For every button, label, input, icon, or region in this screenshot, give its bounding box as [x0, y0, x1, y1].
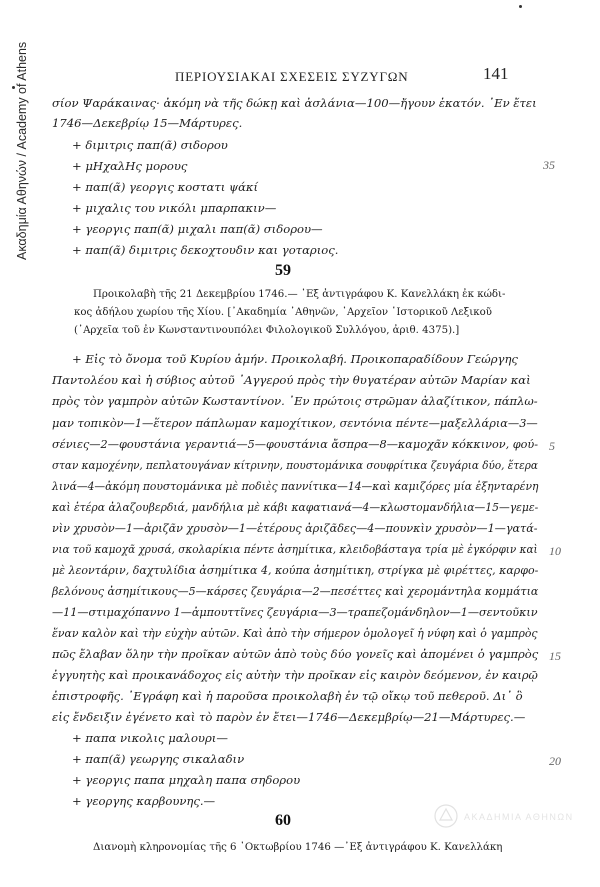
text-line: πῶς ἔλαβαν ὅλην τὴν προῖκαν αὐτῶν ἀπὸ τοὺς δύο γονεῖς καὶ ἀπομένει ὁ γαμπρὸς: [52, 647, 539, 661]
witness-line: + παπ(ᾶ) γεωργης σικαλαδιν: [72, 752, 245, 766]
text-line: + Εἰς τὸ ὄνομα τοῦ Κυρίου ἀμήν. Προικολαβή. Προικοπαραδίδουν Γεώργης: [72, 352, 518, 366]
margin-line-number: 10: [549, 544, 561, 558]
text-line: —11—στιμαχόπαννο 1—ἀμπουττῖνες ζευγάρια—3—τραπεζομάνδηλον—1—σεντοῦκιν: [52, 605, 538, 619]
text-line: πρὸς τὸν γαμπρὸν αὐτῶν Κωσταντίνον. ᾿Εν πρώτοις στρῶμαν ἀλαζίτικον, πάπλω-: [52, 394, 538, 408]
margin-line-number: 5: [549, 439, 555, 453]
witness-line: + διμιτρις παπ(ᾶ) σιδορου: [72, 138, 228, 152]
witness-line: + παπ(ᾶ) διμιτρις δεκοχτουδιν και γοταριος.: [72, 243, 339, 257]
text-line: σένιες—2—φουστάνια γεραντιά—5—φουστάνια ἄσπρα—8—καμοχᾶν κόκκινον, φού-: [52, 437, 539, 451]
text-line: νια τοῦ καμοχᾶ χρυσά, σκολαρίκια πέντε ἀσημίτικα, κλειδοβάσταγα τρία μὲ ἐγκόρφιν καὶ: [52, 542, 538, 556]
text-line: βελόνους ἀσημίτικους—5—κάρσες ζευγάρια—2—πεσέττες καὶ χερομάντηλα κομμάτια: [52, 584, 539, 598]
text-line: καὶ ἑτέρα ἀλαζουβερδιά, μανδήλια μὲ κάβι καφατιανά—4—κλωστομανδήλια—15—γεμε-: [52, 500, 539, 514]
section-intro-line: (᾿Αρχεῖα τοῦ ἐν Κωνσταντινουπόλει Φιλολογικοῦ Συλλόγου, ἀριθ. 4375).]: [74, 325, 460, 336]
scan-speck: [519, 5, 522, 8]
text-line: ἕναν καλὸν καὶ τὴν εὐχὴν αὐτῶν. Καὶ ἀπὸ τὴν σήμερον ὁμολογεῖ ἡ νύφη καὶ ὁ γαμπρὸς: [52, 626, 538, 640]
academy-watermark-text: ΑΚΑΔΗΜΙΑ ΑΘΗΝΩΝ: [464, 812, 574, 822]
academy-watermark: [432, 802, 582, 830]
witness-line: + παπα νικολις μαλουρι—: [72, 731, 228, 745]
section-intro-line: Διανομὴ κληρονομίας τῆς 6 ᾿Οκτωβρίου 1746 —᾿Εξ ἀντιγράφου Κ. Κανελλάκη: [93, 842, 503, 853]
margin-line-number: 20: [549, 754, 561, 768]
archive-credit-text: Ακαδημία Αθηνών / Academy of Athens: [15, 41, 29, 260]
witness-line: + γεοργης καρβουνης.—: [72, 794, 216, 808]
section-intro-line: Προικολαβὴ τῆς 21 Δεκεμβρίου 1746.— ᾿Εξ ἀντιγράφου Κ. Κανελλάκη ἐκ κώδι-: [93, 289, 506, 300]
running-header-title: ΠΕΡΙΟΥΣΙΑΚΑΙ ΣΧΕΣΕΙΣ ΣΥΖΥΓΩΝ: [175, 69, 409, 84]
section-intro-line: κος ἀδήλου χωρίου τῆς Χίου. [᾿Ακαδημία ᾿Αθηνῶν, ᾿Αρχεῖον ῾Ιστορικοῦ Λεξικοῦ: [74, 307, 492, 318]
text-line: λινά—4—ἀκόμη πουστομάνικα μὲ ποδιὲς παννίτικα—14—καὶ καμιζόρες μία ἐξηνταρένη: [52, 479, 539, 493]
witness-line: + μιχαλις του νικόλι μπαρπακιν—: [72, 201, 277, 215]
text-line: μαν τοπικὸν—1—ἕτερον πάπλωμαν καμοχίτικον, σεντόνια πέντε—μαξελλάρια—3—: [52, 416, 538, 430]
text-line: μὲ λεοντάριν, δαχτυλίδια ἀσημίτικα 4, κούπα ἀσημίτικη, στρίγκα μὲ φιρέττες, καρφο-: [52, 563, 539, 577]
witness-line: + μΗχαλΗς μορους: [72, 159, 188, 173]
archive-credit-sidebar: [10, 41, 34, 260]
text-line: σταν καμοχένην, πεπλατουγάναν κίτρινην, πουστομάνικα σουφρίτικα ζευγάρια δύο, ἕτερα: [52, 458, 538, 472]
witness-line: + παπ(ᾶ) γεοργις κοστατι ψάκί: [72, 180, 259, 194]
witness-line: + γεοργις παπα μηχαλη παπα σηδορου: [72, 773, 301, 787]
section-number: 60: [275, 812, 291, 829]
text-line: 1746—Δεκεβρίῳ 15—Μάρτυρες.: [52, 116, 243, 130]
text-line: ἐπιστροφῆς. ᾿Εγράφη καὶ ἡ παροῦσα προικολαβὴ ἐν τῷ οἴκῳ τοῦ πεθεροῦ. Δι᾿ ὃ: [52, 689, 523, 703]
margin-line-number: 35: [543, 158, 555, 172]
margin-line-number: 15: [549, 649, 561, 663]
text-line: σίον Ψαράκαινας· ἀκόμη νὰ τῆς δώκῃ καὶ ἀσλάνια—100—ἤγουν ἑκατόν. ᾿Εν ἔτει: [52, 96, 537, 110]
text-line: ἐγγυητὴς καὶ προικανάδοχος εἰς αὐτὴν τὴν προῖκαν εἰς καιρὸν δεόμενον, ἐν καιρῷ: [52, 668, 538, 682]
witness-line: + γεοργις παπ(ᾶ) μιχαλι παπ(ᾶ) σιδορου—: [72, 222, 323, 236]
text-line: εἰς ἔνδειξιν ἐγένετο καὶ τὸ παρὸν ἐν ἔτει—1746—Δεκεμβρίῳ—21—Μάρτυρες.—: [52, 710, 526, 724]
text-line: Παντολέου καὶ ἡ σύβιος αὐτοῦ ᾿Αγγερού πρὸς τὴν θυγατέραν αὐτῶν Μαρίαν καὶ: [52, 373, 531, 387]
section-number: 59: [275, 262, 291, 279]
scan-speck: [12, 86, 15, 89]
page-number: 141: [483, 64, 509, 83]
text-line: νὶν χρυσὸν—1—ἀριζᾶν χρυσὸν—1—ἑτέρους ἀριζᾶδες—4—πουνκὶν χρυσὸν—1—γατά-: [52, 521, 538, 535]
